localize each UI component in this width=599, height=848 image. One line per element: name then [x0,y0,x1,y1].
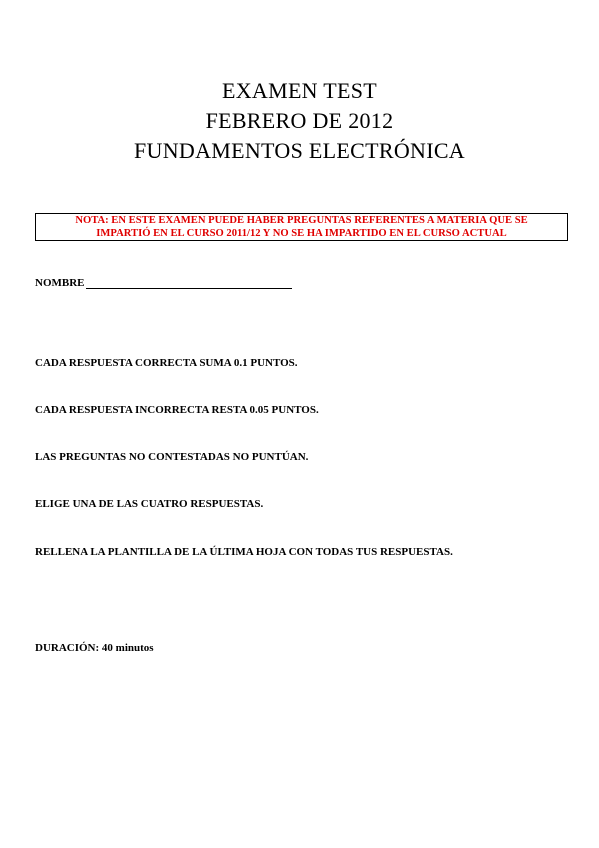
name-field [35,277,292,289]
rule-fill-template: RELLENA LA PLANTILLA DE LA ÚLTIMA HOJA CON TODAS TUS RESPUESTAS. [35,546,453,558]
rule-unanswered: LAS PREGUNTAS NO CONTESTADAS NO PUNTÚAN. [35,451,309,463]
title-line-date: FEBRERO DE 2012 [205,108,394,133]
duration-label: DURACIÓN: [35,642,100,654]
rule-choose-one: ELIGE UNA DE LAS CUATRO RESPUESTAS. [35,498,264,510]
note-line-1: NOTA: EN ESTE EXAMEN PUEDE HABER PREGUNTAS REFERENTES A MATERIA QUE SE [75,215,528,226]
rule-correct-answer: CADA RESPUESTA CORRECTA SUMA 0.1 PUNTOS. [35,357,298,369]
duration-info [35,642,154,654]
warning-note-box [35,213,568,241]
rule-incorrect-answer: CADA RESPUESTA INCORRECTA RESTA 0.05 PUNTOS. [35,404,319,416]
duration-value: 40 minutos [101,642,154,654]
title-line-exam: EXAMEN TEST [221,78,378,103]
name-label: NOMBRE [35,277,85,289]
title-line-subject: FUNDAMENTOS ELECTRÓNICA [133,138,465,163]
name-blank-line[interactable] [86,277,292,289]
exam-title [0,76,599,166]
note-line-2: IMPARTIÓ EN EL CURSO 2011/12 Y NO SE HA IMPARTIDO EN EL CURSO ACTUAL [96,227,507,239]
